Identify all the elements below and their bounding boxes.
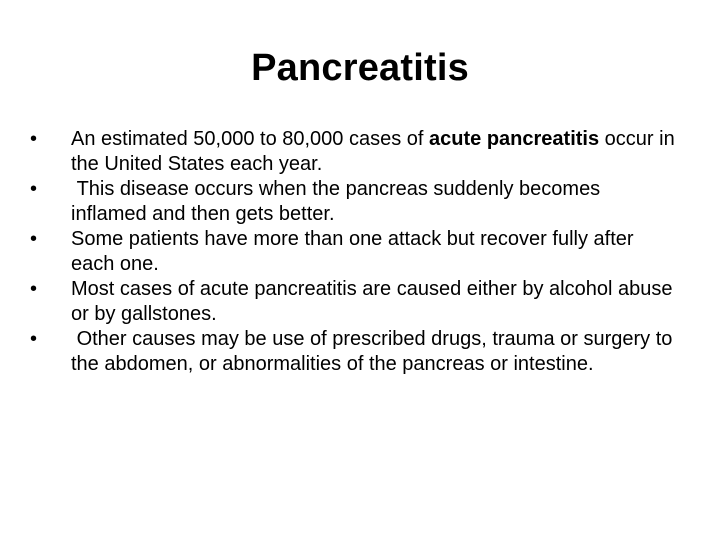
bullet-text: Some patients have more than one attack but recover fully after each one. — [71, 228, 634, 275]
bullet-text: An estimated 50,000 to 80,000 cases of — [71, 128, 430, 150]
bullet-marker: • — [30, 278, 38, 300]
bullet-text: Other causes may be use of prescribed drugs, trauma or surgery to the abdomen, or abnormalities of the pancreas or intestine. — [71, 328, 678, 375]
bullet-text: Most cases of acute pancreatitis are caused either by alcohol abuse or by gallstones. — [71, 278, 673, 325]
bullet-marker: • — [30, 178, 38, 200]
bullet-list — [30, 127, 680, 377]
bullet-marker: • — [30, 328, 38, 350]
bullet-text: This disease occurs when the pancreas suddenly becomes inflamed and then gets better. — [71, 178, 606, 225]
bullet-item — [30, 177, 680, 227]
bullet-marker: • — [30, 128, 38, 150]
bullet-bold-text: acute pancreatitis — [429, 128, 600, 150]
bullet-item — [30, 227, 680, 277]
bullet-item — [30, 127, 680, 177]
bullet-marker: • — [30, 228, 38, 250]
bullet-item — [30, 277, 680, 327]
bullet-item — [30, 327, 680, 377]
bullet-text: occur in the United States each year. — [71, 128, 675, 175]
slide-title: Pancreatitis — [251, 47, 469, 89]
